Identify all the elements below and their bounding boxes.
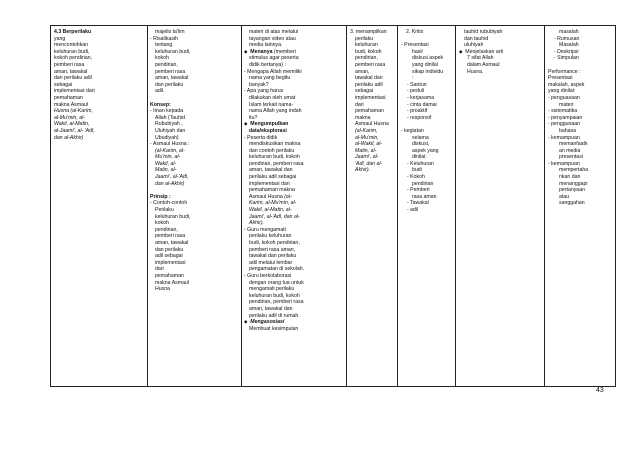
- assessment-item: - proaktif: [407, 108, 428, 115]
- material-line: - Iman kepada: [150, 108, 184, 115]
- performance-item: - sistematika: [548, 108, 578, 115]
- material-line: kokoh: [155, 55, 169, 62]
- material-line: Matin, al-: [155, 167, 177, 174]
- activity-line: nama Allah yang indah: [249, 108, 302, 115]
- activity-line: dilakukan oleh umat: [249, 94, 296, 101]
- material-line: Wakil, al-: [155, 160, 177, 167]
- indicator-line: Akhir).: [355, 167, 370, 174]
- assessment-cell: [401, 29, 454, 214]
- material-line: Uluhiyah dan: [155, 127, 186, 134]
- activity-line: itu?: [249, 114, 258, 121]
- activity-line: Karim, al-Mu'min, al-: [249, 200, 297, 207]
- column-divider: [346, 26, 347, 386]
- performance-item: - kemampuan: [548, 134, 580, 141]
- objective-line: dan tauhid: [464, 35, 489, 42]
- performance-cell: [548, 29, 616, 207]
- competency-line: Husna (al-Karim,: [54, 108, 93, 115]
- competency-line: al-Mu'min, al-: [54, 114, 85, 121]
- activity-line: perilaku keluhuran: [249, 233, 292, 240]
- activity-line: Akhir).: [249, 220, 264, 227]
- material-line: pemberi rasa: [155, 233, 186, 240]
- activity-line: pengamatan di sekolah.: [249, 266, 305, 273]
- performance-item: - penguasaan: [548, 94, 580, 101]
- column-divider: [544, 26, 545, 386]
- assessment-item: - cinta damai: [407, 101, 437, 108]
- assessment-item: - responsif: [407, 114, 432, 121]
- material-line: tentang: [155, 42, 173, 49]
- indicator-line: pemahaman: [355, 108, 384, 115]
- performance-line: - Deskripsi: [554, 48, 579, 55]
- assessment-line: yang dinilai: [412, 61, 438, 68]
- assessment-item: - kerjasama: [407, 94, 435, 101]
- activity-line: - Guru berkolaborasi: [244, 272, 292, 279]
- material-line: aman, tawakal: [155, 240, 189, 246]
- competency-line: dan al-Akhir): [54, 134, 84, 141]
- activity-line: dan contoh perilaku: [249, 147, 295, 154]
- column-divider: [397, 26, 398, 386]
- material-line: dan al-Akhir): [155, 180, 185, 187]
- objective-line: uluhiyah: [464, 42, 484, 49]
- material-line: aman, tawakal: [155, 75, 189, 82]
- activity-line: stimulus agar peserta: [249, 55, 299, 62]
- activity-line: Islam terkait nama-: [249, 101, 294, 108]
- performance-item: mempertaha: [559, 167, 589, 174]
- material-line: pemberi rasa: [155, 68, 186, 75]
- performance-item: pertanyaan: [559, 187, 585, 194]
- bullet-icon: ◆: [244, 121, 248, 127]
- competency-line: implementasi dari: [54, 88, 95, 95]
- performance-item: materi: [559, 101, 574, 108]
- activity-text: Asmaul Husna: [249, 193, 283, 200]
- assessment-item: rasa aman: [412, 193, 437, 200]
- activity-line: aman, tawakal dan: [249, 305, 293, 312]
- performance-item: presentasi: [559, 154, 583, 161]
- material-line: - Asmaul Husna :: [150, 141, 190, 148]
- activity-line: - Guru mengamati: [244, 226, 286, 233]
- material-line: Jaami', al-'Adl,: [155, 174, 189, 181]
- competency-line: kokoh pendirian,: [54, 55, 93, 62]
- indicator-line: Jaami', al-: [355, 154, 379, 161]
- assessment-line: 2. Kritis: [406, 29, 424, 35]
- performance-item: menanggapi: [559, 180, 588, 187]
- competency-line: mencontohkan: [54, 42, 89, 49]
- activity-line: keluhuran budi, kokoh: [249, 292, 300, 299]
- objective-cell: [459, 29, 543, 75]
- indicator-line: (al-Karim,: [355, 127, 378, 134]
- activity-text: (al-: [284, 193, 292, 200]
- activity-line: [244, 319, 345, 326]
- material-line: implementasi: [155, 259, 186, 266]
- activity-line: [244, 194, 345, 201]
- activity-line: tayangan video atau: [249, 35, 296, 42]
- indicator-line: perilaku adil: [355, 81, 383, 88]
- assessment-line: diskusi,: [412, 141, 430, 148]
- performance-line: Performance :: [548, 68, 581, 75]
- assessment-line: - kegiatan: [401, 127, 424, 134]
- material-line: (al-Karim, al-: [155, 147, 185, 154]
- indicator-line: budi, kokoh: [355, 48, 382, 55]
- objective-line: dalam Asmaul: [467, 61, 500, 68]
- activity-line: Jaami', al-'Adl, dan al-: [249, 213, 300, 220]
- mengumpulkan-heading: Mengumpulkan: [250, 121, 289, 128]
- activity-line: pendirian, pemberi rasa: [249, 299, 304, 306]
- column-divider: [147, 26, 148, 386]
- performance-item: - penyampaian: [548, 114, 583, 121]
- assessment-line: dinilai:: [412, 154, 427, 161]
- competency-line: keluhuran budi,: [54, 48, 90, 55]
- activity-line: tawakal dan perilaku: [249, 253, 297, 260]
- activity-line: perilaku adil di rumah.: [249, 312, 300, 319]
- indicator-line: sebagai: [355, 88, 374, 95]
- material-line: makna Asmaul: [155, 279, 190, 286]
- activity-line: didik bertanya) :: [249, 61, 286, 68]
- activity-line: perilaku adil sebagai: [249, 174, 297, 181]
- indicator-line: perilaku: [355, 35, 374, 42]
- indicator-line: al-Wakil, al-: [355, 141, 382, 148]
- performance-line: - Rumusan: [554, 35, 580, 42]
- material-line: - Risalikasih: [150, 35, 178, 42]
- assessment-line: - Presentasi: [401, 42, 429, 49]
- competency-line: pemberi rasa: [54, 61, 85, 68]
- activity-line: pemberi rasa aman,: [249, 246, 296, 253]
- assessment-item: - Santun: [407, 81, 427, 88]
- competency-line: aman, tawakal: [54, 68, 88, 75]
- assessment-item: - Tawakal: [407, 200, 429, 207]
- activity-line: pendirian, pemberi rasa: [249, 160, 304, 167]
- activity-line: mendiskusikan makna: [249, 141, 301, 148]
- menanya-heading: Menanya: [250, 48, 273, 55]
- activity-line: adil melalui lembar: [249, 259, 293, 266]
- activity-line: materi di atas melalui: [249, 29, 299, 35]
- competency-line: yang: [54, 35, 66, 42]
- performance-line: - Simpulan: [554, 55, 579, 62]
- indicator-line: al-Mu'min,: [355, 134, 379, 141]
- activity-line: mengamati perilaku: [249, 286, 295, 293]
- material-line: pemahaman: [155, 272, 184, 279]
- material-line: Perilaku: [155, 207, 174, 214]
- indicator-line: 3. menampilkan: [350, 29, 387, 35]
- material-line: adil.: [155, 88, 165, 95]
- assessment-line: aspek yang: [412, 147, 439, 154]
- material-line: Mu'min, al-: [155, 154, 181, 161]
- assessment-item: - adil: [407, 207, 419, 214]
- objective-line: tauhid rububiyah: [464, 29, 503, 35]
- mengumpulkan-heading: data/eksplorasi: [249, 127, 287, 134]
- material-cell: [150, 29, 240, 293]
- material-line: - Contoh-contoh: [150, 200, 188, 207]
- objective-line: 7 sifat Allah: [467, 55, 494, 62]
- material-line: kokoh: [155, 220, 169, 227]
- performance-line: yang dinilai:: [548, 88, 576, 95]
- activity-line: aman, tawakal dan: [249, 167, 293, 174]
- material-line: Husna: [155, 286, 170, 293]
- performance-item: bahasa: [559, 127, 577, 134]
- objective-line: [459, 49, 543, 56]
- material-line: keluhuran budi,: [155, 48, 191, 55]
- material-line: Ubudiyah): [155, 134, 179, 141]
- indicator-line: pendirian,: [355, 55, 378, 62]
- assessment-item: - Kokoh: [407, 174, 425, 181]
- activity-line: pemahaman makna: [249, 187, 295, 194]
- indicator-line: keluhuran: [355, 42, 378, 49]
- indicator-line: makna: [355, 114, 371, 121]
- indicator-line: Asmaul Husna: [355, 121, 389, 128]
- indicator-cell: [350, 29, 396, 174]
- assessment-item: pendirian: [412, 180, 434, 187]
- performance-line: masalah: [559, 29, 579, 35]
- activity-line: keluhuran budi, kokoh: [249, 154, 300, 161]
- performance-line: Presentasi: [548, 75, 573, 82]
- assessment-line: hasil: [412, 48, 423, 55]
- column-divider: [455, 26, 456, 386]
- assessment-item: - peduli: [407, 88, 425, 95]
- activity-line: - Peserta didik: [244, 134, 278, 141]
- assessment-line: diskusi aspek: [412, 55, 444, 62]
- assessment-item: - Pemberi: [407, 187, 430, 194]
- performance-line: makalah, aspek: [548, 81, 585, 88]
- column-divider: [241, 26, 242, 386]
- material-line: dan perilaku: [155, 246, 184, 253]
- competency-line: al-Jaami', al- 'Adl,: [54, 127, 95, 134]
- indicator-line: 'Adl, dan al-: [355, 160, 383, 167]
- material-line: pendirian,: [155, 61, 178, 68]
- material-line: Allah (Tauhid: [155, 114, 185, 121]
- assessment-line: sikap individu: [412, 68, 444, 75]
- indicator-line: Matin, al-: [355, 147, 377, 154]
- performance-item: - penggunaan: [548, 121, 581, 128]
- activity-line: Membuat kesimpulan: [249, 325, 299, 332]
- indicator-line: implementasi: [355, 94, 386, 101]
- material-line: dan perilaku: [155, 81, 184, 88]
- principle-heading: Prinsip :: [150, 193, 171, 200]
- material-line: pendirian,: [155, 226, 178, 233]
- material-line: Rububiyah ,: [155, 121, 183, 128]
- assessment-item: - Keluhuran: [407, 160, 434, 167]
- competency-line: 4.3 Berperilaku: [54, 29, 92, 35]
- performance-item: atau: [559, 193, 570, 200]
- performance-item: sanggahan: [559, 200, 585, 207]
- activity-line: Wakil, al-Matin, al-: [249, 207, 292, 214]
- material-line: dari: [155, 266, 164, 273]
- competency-cell: [54, 29, 146, 141]
- material-line: majelis ta'lim: [155, 29, 185, 35]
- mengasosiasi-heading: Mengasosiasi: [250, 319, 285, 326]
- learning-activity-cell: [244, 29, 345, 332]
- activity-line: banyak?: [249, 81, 269, 88]
- competency-line: makna Asmaul: [54, 101, 89, 108]
- competency-line: pemahaman: [54, 94, 83, 101]
- activity-text: (memberi: [272, 48, 296, 55]
- indicator-line: dari: [355, 101, 364, 108]
- material-line: keluhuran budi,: [155, 213, 191, 220]
- performance-item: nkan dan: [559, 174, 581, 181]
- performance-item: memanfaatk: [559, 141, 588, 148]
- bullet-icon: ◆: [244, 319, 248, 325]
- performance-line: Masalah: [559, 42, 579, 49]
- material-line: adil sebagai: [155, 253, 183, 260]
- activity-line: dengan orang tua untuk: [249, 279, 304, 286]
- indicator-line: pemberi rasa: [355, 61, 386, 68]
- activity-line: nama yang begitu: [249, 75, 291, 82]
- objective-text: Menjelaskan arti: [465, 48, 504, 55]
- assessment-item: budi: [412, 167, 422, 174]
- activity-line: - Apa yang harus: [244, 88, 284, 95]
- activity-line: media lainnya.: [249, 42, 283, 49]
- activity-line: - Mengapa Allah memiliki: [244, 68, 302, 75]
- objective-line: Husna.: [467, 68, 484, 75]
- performance-item: an media: [559, 147, 581, 154]
- competency-line: sebagai: [54, 81, 73, 88]
- activity-line: budi, kokoh pendirian,: [249, 240, 300, 246]
- bullet-icon: ◆: [244, 48, 248, 54]
- activity-line: implementasi dari: [249, 180, 290, 187]
- indicator-line: aman,: [355, 68, 370, 75]
- competency-line: Wakil, al-Matin,: [54, 121, 90, 128]
- assessment-line: :: [412, 75, 414, 82]
- indicator-line: tawakal dan: [355, 75, 383, 82]
- assessment-line: selama: [412, 134, 429, 141]
- activity-line: [244, 49, 345, 56]
- performance-item: - kemampuan: [548, 160, 580, 167]
- concept-heading: Konsep:: [150, 101, 171, 108]
- activity-line: [244, 121, 345, 128]
- page-number: 43: [596, 387, 604, 394]
- rpp-table: [50, 25, 616, 387]
- bullet-icon: ◆: [459, 48, 463, 54]
- competency-line: dan perilaku adil: [54, 75, 92, 82]
